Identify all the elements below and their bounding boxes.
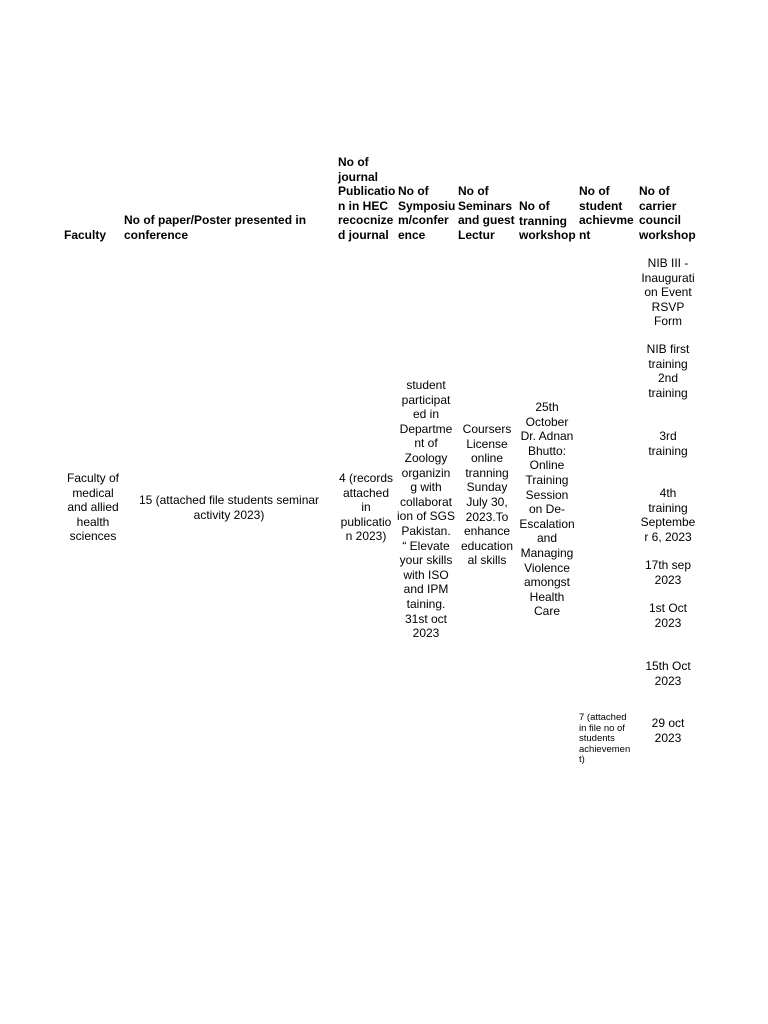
career-entry: 29 oct 2023	[651, 716, 685, 745]
header-symposium: No of Symposiu m/confer ence	[398, 184, 456, 242]
header-journals: No of journal Publicatio n in HEC recocnize d journal	[338, 155, 396, 242]
cell-papers: 15 (attached file students seminar activity 2023)	[138, 493, 320, 522]
header-career: No of carrier council workshop	[639, 184, 696, 242]
header-faculty: Faculty	[64, 228, 107, 242]
cell-faculty: Faculty of medical and allied health sciences	[66, 471, 120, 544]
career-entry: 17th sep 2023	[644, 558, 692, 587]
cell-seminars: Coursers License online tranning Sunday July 30, 2023.To enhance education al skills	[460, 422, 514, 568]
header-training: No of tranning workshop	[519, 199, 576, 243]
header-seminars: No of Seminars and guest Lectur	[458, 184, 515, 242]
header-papers: No of paper/Poster presented in conference	[124, 213, 307, 242]
career-entry: NIB first training 2nd training	[646, 342, 690, 400]
header-achievements: No of student achievme nt	[579, 184, 634, 242]
career-entry: 4th training Septembe r 6, 2023	[640, 486, 696, 544]
cell-journals: 4 (records attached in publicatio n 2023)	[338, 471, 394, 544]
cell-training: 25th October Dr. Adnan Bhutto: Online Training Session on De- Escalation and Managing Violence amongst Health Care	[519, 400, 575, 619]
cell-achievements: 7 (attached in file no of students achievemen t)	[579, 712, 631, 765]
career-entry: NIB III - Inaugurati on Event RSVP Form	[641, 256, 695, 329]
career-entry: 1st Oct 2023	[648, 601, 687, 630]
career-entry: 15th Oct 2023	[645, 659, 691, 688]
cell-symposium: student participat ed in Departme nt of Zoology organizin g with collaborat ion of SGS Pakistan. “ Elevate your skills with ISO and IPM taining. 31st oct 2023	[396, 378, 456, 641]
career-entry: 3rd training	[648, 429, 688, 458]
